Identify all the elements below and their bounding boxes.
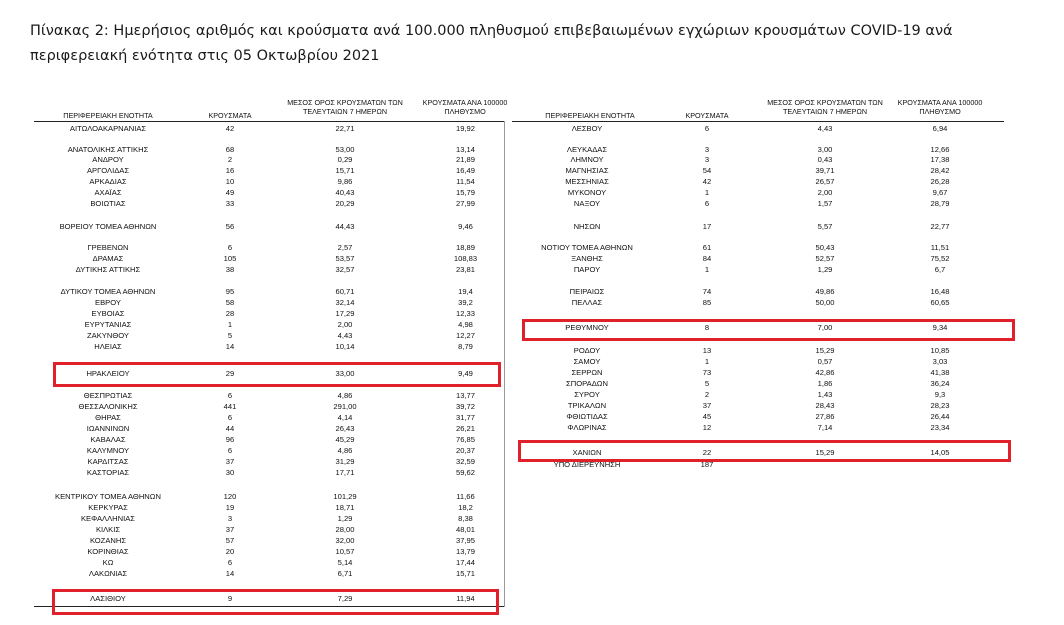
right-cell-avg: 28,43 — [815, 401, 835, 410]
right-cell-cases: 37 — [702, 401, 712, 410]
left-cell-name: ΚΕΦΑΛΛΗΝΙΑΣ — [80, 514, 136, 523]
right-cell-avg: 42,86 — [815, 368, 835, 377]
right-cell-per: 23,34 — [930, 423, 950, 432]
right-cell-per: 22,77 — [930, 222, 950, 231]
left-cell-avg: 10,57 — [335, 547, 355, 556]
left-cell-cases: 2 — [227, 155, 233, 164]
highlight-box-rethymno — [522, 319, 1015, 341]
left-cell-name: ΓΡΕΒΕΝΩΝ — [87, 243, 129, 252]
right-cell-avg: 7,14 — [817, 423, 833, 432]
left-cell-name: ΚΑΡΔΙΤΣΑΣ — [87, 457, 129, 466]
left-cell-name: ΘΕΣΠΡΩΤΙΑΣ — [83, 391, 133, 400]
right-cell-name: ΜΑΓΝΗΣΙΑΣ — [565, 166, 609, 175]
left-cell-name: ΑΡΓΟΛΙΔΑΣ — [86, 166, 130, 175]
right-cell-name: ΠΑΡΟΥ — [573, 265, 601, 274]
left-cell-avg: 32,14 — [335, 298, 355, 307]
right-cell-per: 26,44 — [930, 412, 950, 421]
left-cell-cases: 14 — [225, 342, 235, 351]
left-header-per100k: ΚΡΟΥΣΜΑΤΑ ΑΝΑ 100000 ΠΛΗΘΥΣΜΟ — [422, 98, 508, 116]
left-cell-cases: 5 — [227, 331, 233, 340]
left-cell-per: 13,77 — [455, 391, 475, 400]
left-cell-avg: 4,86 — [337, 391, 353, 400]
left-cell-avg: 45,29 — [335, 435, 355, 444]
left-cell-per: 39,2 — [458, 298, 473, 307]
left-cell-avg: 7,29 — [337, 594, 353, 603]
left-cell-cases: 14 — [225, 569, 235, 578]
left-cell-cases: 95 — [225, 287, 235, 296]
left-cell-per: 37,95 — [455, 536, 475, 545]
left-cell-avg: 17,29 — [335, 309, 355, 318]
right-cell-per: 75,52 — [930, 254, 950, 263]
right-cell-per: 60,65 — [930, 298, 950, 307]
right-cell-per: 14,05 — [930, 448, 950, 457]
left-cell-per: 17,44 — [455, 558, 475, 567]
right-cell-name: ΜΥΚΟΝΟΥ — [567, 188, 607, 197]
right-cell-name: ΥΠΟ ΔΙΕΡΕΥΝΗΣΗ — [553, 460, 621, 469]
left-cell-cases: 28 — [225, 309, 235, 318]
right-cell-name: ΣΑΜΟΥ — [573, 357, 601, 366]
left-cell-per: 12,27 — [455, 331, 475, 340]
left-cell-name: ΚΙΛΚΙΣ — [95, 525, 121, 534]
left-cell-cases: 9 — [227, 594, 233, 603]
highlight-box-chania — [518, 440, 1011, 462]
left-cell-cases: 105 — [223, 254, 237, 263]
left-cell-per: 16,49 — [455, 166, 475, 175]
right-cell-avg: 27,86 — [815, 412, 835, 421]
left-cell-avg: 28,00 — [335, 525, 355, 534]
left-cell-name: ΔΡΑΜΑΣ — [92, 254, 124, 263]
left-cell-cases: 58 — [225, 298, 235, 307]
left-cell-avg: 9,86 — [337, 177, 353, 186]
left-cell-avg: 20,29 — [335, 199, 355, 208]
right-cell-avg: 0,43 — [817, 155, 833, 164]
right-cell-cases: 73 — [702, 368, 712, 377]
left-cell-cases: 56 — [225, 222, 235, 231]
left-cell-avg: 40,43 — [335, 188, 355, 197]
right-cell-per: 41,38 — [930, 368, 950, 377]
left-cell-name: ΒΟΙΩΤΙΑΣ — [90, 199, 126, 208]
left-cell-name: ΘΗΡΑΣ — [95, 413, 121, 422]
left-cell-per: 15,79 — [455, 188, 475, 197]
left-cell-cases: 42 — [225, 124, 235, 133]
left-cell-per: 108,83 — [453, 254, 478, 263]
left-cell-avg: 0,29 — [337, 155, 353, 164]
right-cell-per: 9,34 — [932, 323, 948, 332]
left-cell-avg: 10,14 — [335, 342, 355, 351]
right-cell-name: ΜΕΣΣΗΝΙΑΣ — [565, 177, 609, 186]
right-cell-per: 17,38 — [930, 155, 950, 164]
left-cell-cases: 441 — [223, 402, 237, 411]
left-header-unit: ΠΕΡΙΦΕΡΕΙΑΚΗ ΕΝΟΤΗΤΑ — [63, 111, 153, 120]
left-cell-avg: 26,43 — [335, 424, 355, 433]
right-cell-name: ΤΡΙΚΑΛΩΝ — [567, 401, 607, 410]
left-cell-cases: 16 — [225, 166, 235, 175]
right-cell-avg: 26,57 — [815, 177, 835, 186]
right-cell-name: ΦΘΙΩΤΙΔΑΣ — [566, 412, 608, 421]
left-cell-cases: 37 — [225, 525, 235, 534]
right-cell-cases: 13 — [702, 346, 712, 355]
right-cell-avg: 50,00 — [815, 298, 835, 307]
left-cell-avg: 4,43 — [337, 331, 353, 340]
highlight-box-lasithi — [52, 589, 499, 615]
right-cell-avg: 5,57 — [817, 222, 833, 231]
left-cell-name: ΑΡΚΑΔΙΑΣ — [89, 177, 127, 186]
left-cell-cases: 30 — [225, 468, 235, 477]
left-cell-avg: 18,71 — [335, 503, 355, 512]
left-cell-per: 20,37 — [455, 446, 475, 455]
right-cell-avg: 15,29 — [815, 448, 835, 457]
left-cell-name: ΚΟΡΙΝΘΙΑΣ — [87, 547, 129, 556]
left-cell-name: ΚΑΒΑΛΑΣ — [90, 435, 126, 444]
left-cell-per: 48,01 — [455, 525, 475, 534]
left-cell-name: ΛΑΚΩΝΙΑΣ — [88, 569, 128, 578]
right-cell-name: ΞΑΝΘΗΣ — [571, 254, 603, 263]
left-cell-name: ΚΑΣΤΟΡΙΑΣ — [86, 468, 130, 477]
left-cell-per: 23,81 — [455, 265, 475, 274]
left-cell-per: 18,89 — [455, 243, 475, 252]
right-cell-cases: 3 — [704, 145, 710, 154]
right-cell-cases: 5 — [704, 379, 710, 388]
right-header-unit: ΠΕΡΙΦΕΡΕΙΑΚΗ ΕΝΟΤΗΤΑ — [545, 111, 635, 120]
left-cell-name: ΚΟΖΑΝΗΣ — [89, 536, 127, 545]
right-cell-avg: 3,00 — [817, 145, 833, 154]
left-cell-name: ΕΒΡΟΥ — [95, 298, 121, 307]
left-cell-cases: 33 — [225, 199, 235, 208]
left-cell-name: ΑΧΑΪΑΣ — [94, 188, 122, 197]
right-cell-cases: 1 — [704, 265, 710, 274]
left-cell-per: 8,79 — [458, 342, 473, 351]
right-cell-cases: 2 — [704, 390, 710, 399]
left-cell-per: 9,46 — [458, 222, 473, 231]
right-cell-cases: 84 — [702, 254, 712, 263]
left-cell-cases: 19 — [225, 503, 235, 512]
right-cell-avg: 4,43 — [817, 124, 833, 133]
right-cell-per: 36,24 — [930, 379, 950, 388]
left-cell-name: ΘΕΣΣΑΛΟΝΙΚΗΣ — [78, 402, 138, 411]
left-cell-per: 13,14 — [455, 145, 475, 154]
left-cell-avg: 32,57 — [335, 265, 355, 274]
left-cell-avg: 33,00 — [335, 369, 355, 378]
right-cell-name: ΛΗΜΝΟΥ — [570, 155, 604, 164]
right-cell-name: ΣΕΡΡΩΝ — [571, 368, 603, 377]
left-cell-avg: 1,29 — [337, 514, 353, 523]
left-cell-cases: 57 — [225, 536, 235, 545]
right-cell-cases: 54 — [702, 166, 712, 175]
left-cell-avg: 2,57 — [337, 243, 353, 252]
right-cell-avg: 52,57 — [815, 254, 835, 263]
left-cell-name: ΖΑΚΥΝΘΟΥ — [87, 331, 129, 340]
left-cell-name: ΚΕΡΚΥΡΑΣ — [88, 503, 128, 512]
right-cell-cases: 6 — [704, 124, 710, 133]
right-cell-avg: 39,71 — [815, 166, 835, 175]
left-cell-cases: 3 — [227, 514, 233, 523]
left-cell-avg: 31,29 — [335, 457, 355, 466]
left-cell-cases: 6 — [227, 243, 233, 252]
left-cell-per: 26,21 — [455, 424, 475, 433]
right-cell-per: 6,94 — [932, 124, 948, 133]
left-cell-per: 32,59 — [455, 457, 475, 466]
right-cell-cases: 74 — [702, 287, 712, 296]
left-cell-cases: 120 — [223, 492, 237, 501]
right-cell-cases: 12 — [702, 423, 712, 432]
left-cell-name: ΑΙΤΩΛΟΑΚΑΡΝΑΝΙΑΣ — [69, 124, 147, 133]
left-cell-name: ΚΑΛΥΜΝΟΥ — [86, 446, 130, 455]
left-cell-name: ΕΥΒΟΙΑΣ — [91, 309, 125, 318]
right-cell-name: ΝΑΞΟΥ — [573, 199, 601, 208]
right-cell-per: 3,03 — [932, 357, 948, 366]
right-cell-per: 9,67 — [932, 188, 948, 197]
right-cell-name: ΡΕΘΥΜΝΟΥ — [565, 323, 609, 332]
left-cell-avg: 32,00 — [335, 536, 355, 545]
left-cell-cases: 6 — [227, 413, 233, 422]
right-cell-per: 11,51 — [930, 243, 950, 252]
right-cell-cases: 6 — [704, 199, 710, 208]
right-cell-cases: 1 — [704, 357, 710, 366]
left-cell-avg: 291,00 — [333, 402, 357, 411]
left-cell-cases: 37 — [225, 457, 235, 466]
left-cell-avg: 4,86 — [337, 446, 353, 455]
right-cell-per: 28,42 — [930, 166, 950, 175]
right-cell-avg: 15,29 — [815, 346, 835, 355]
left-cell-avg: 60,71 — [335, 287, 355, 296]
right-cell-name: ΣΥΡΟΥ — [574, 390, 600, 399]
left-cell-per: 11,66 — [456, 492, 475, 501]
left-cell-cases: 6 — [227, 558, 233, 567]
right-cell-name: ΡΟΔΟΥ — [573, 346, 601, 355]
left-cell-cases: 96 — [225, 435, 235, 444]
left-cell-per: 31,77 — [455, 413, 475, 422]
right-cell-per: 16,48 — [930, 287, 950, 296]
right-cell-avg: 1,29 — [817, 265, 833, 274]
left-cell-name: ΔΥΤΙΚΗΣ ΑΤΤΙΚΗΣ — [75, 265, 141, 274]
right-cell-cases: 42 — [702, 177, 712, 186]
left-cell-avg: 44,43 — [335, 222, 355, 231]
right-cell-cases: 8 — [704, 323, 710, 332]
left-cell-cases: 38 — [225, 265, 235, 274]
left-cell-avg: 101,29 — [333, 492, 357, 501]
left-cell-avg: 6,71 — [337, 569, 353, 578]
left-cell-avg: 53,57 — [335, 254, 355, 263]
left-cell-name: ΙΩΑΝΝΙΝΩΝ — [86, 424, 130, 433]
right-cell-name: ΠΕΛΛΑΣ — [571, 298, 603, 307]
right-header-cases: ΚΡΟΥΣΜΑΤΑ — [685, 111, 729, 120]
right-cell-avg: 50,43 — [815, 243, 835, 252]
left-cell-per: 59,62 — [455, 468, 475, 477]
left-cell-per: 27,99 — [455, 199, 475, 208]
left-cell-cases: 49 — [225, 188, 235, 197]
left-cell-per: 39,72 — [455, 402, 475, 411]
right-cell-avg: 1,43 — [817, 390, 833, 399]
left-cell-name: ΑΝΔΡΟΥ — [92, 155, 124, 164]
right-cell-cases: 3 — [704, 155, 710, 164]
right-cell-cases: 187 — [700, 460, 714, 469]
right-cell-per: 12,66 — [930, 145, 950, 154]
left-cell-per: 11,94 — [456, 594, 475, 603]
left-cell-per: 19,4 — [458, 287, 473, 296]
left-cell-cases: 20 — [225, 547, 235, 556]
left-cell-cases: 29 — [225, 369, 235, 378]
right-cell-name: ΛΕΥΚΑΔΑΣ — [566, 145, 608, 154]
left-cell-per: 21,89 — [455, 155, 475, 164]
left-cell-per: 18,2 — [458, 503, 473, 512]
right-header-avg: ΜΕΣΟΣ ΟΡΟΣ ΚΡΟΥΣΜΑΤΩΝ ΤΩΝ ΤΕΛΕΥΤΑΙΩΝ 7 ΗΜΕΡΩΝ — [767, 98, 883, 116]
right-cell-cases: 17 — [702, 222, 712, 231]
right-cell-cases: 61 — [702, 243, 712, 252]
left-cell-per: 15,71 — [455, 569, 475, 578]
left-cell-per: 8,38 — [458, 514, 473, 523]
right-cell-cases: 85 — [702, 298, 712, 307]
left-cell-name: ΗΛΕΙΑΣ — [94, 342, 122, 351]
right-cell-avg: 1,57 — [817, 199, 833, 208]
left-cell-name: ΚΕΝΤΡΙΚΟΥ ΤΟΜΕΑ ΑΘΗΝΩΝ — [55, 492, 161, 501]
left-cell-name: ΑΝΑΤΟΛΙΚΗΣ ΑΤΤΙΚΗΣ — [67, 145, 149, 154]
left-cell-cases: 10 — [225, 177, 235, 186]
right-cell-per: 6,7 — [934, 265, 946, 274]
left-cell-cases: 68 — [225, 145, 235, 154]
right-cell-cases: 45 — [702, 412, 712, 421]
left-cell-per: 13,79 — [455, 547, 475, 556]
right-cell-avg: 7,00 — [817, 323, 833, 332]
right-cell-cases: 22 — [702, 448, 712, 457]
left-cell-avg: 15,71 — [335, 166, 355, 175]
left-cell-name: ΛΑΣΙΘΙΟΥ — [90, 594, 126, 603]
right-cell-name: ΧΑΝΙΩΝ — [572, 448, 602, 457]
table-caption: Πίνακας 2: Ημερήσιος αριθμός και κρούσματα ανά 100.000 πληθυσμού επιβεβαιωμένων εγχώριων κρουσμάτων COVID-19 ανά περιφερειακή ενότητα στις 05 Οκτωβρίου 2021 — [30, 23, 953, 64]
left-cell-name: ΒΟΡΕΙΟΥ ΤΟΜΕΑ ΑΘΗΝΩΝ — [59, 222, 157, 231]
right-header-rule — [512, 121, 1004, 122]
highlight-box-herakleio — [53, 362, 501, 387]
left-cell-name: ΗΡΑΚΛΕΙΟΥ — [86, 369, 130, 378]
left-cell-per: 76,85 — [455, 435, 475, 444]
left-cell-cases: 6 — [227, 391, 233, 400]
right-cell-per: 9,3 — [934, 390, 946, 399]
left-cell-cases: 44 — [225, 424, 235, 433]
right-cell-cases: 1 — [704, 188, 710, 197]
left-cell-avg: 4,14 — [337, 413, 353, 422]
left-cell-avg: 2,00 — [337, 320, 353, 329]
right-header-per100k: ΚΡΟΥΣΜΑΤΑ ΑΝΑ 100000 ΠΛΗΘΥΣΜΟ — [897, 98, 983, 116]
right-cell-avg: 1,86 — [817, 379, 833, 388]
left-cell-avg: 22,71 — [335, 124, 355, 133]
left-cell-avg: 17,71 — [335, 468, 355, 477]
left-header-cases: ΚΡΟΥΣΜΑΤΑ — [208, 111, 252, 120]
left-cell-avg: 53,00 — [335, 145, 355, 154]
left-cell-per: 9,49 — [458, 369, 473, 378]
left-cell-per: 12,33 — [455, 309, 475, 318]
left-cell-cases: 1 — [227, 320, 233, 329]
right-cell-per: 26,28 — [930, 177, 950, 186]
right-cell-name: ΦΛΩΡΙΝΑΣ — [567, 423, 607, 432]
right-cell-avg: 0,57 — [817, 357, 833, 366]
right-cell-per: 28,79 — [930, 199, 950, 208]
right-cell-name: ΝΗΣΩΝ — [573, 222, 601, 231]
left-cell-name: ΕΥΡΥΤΑΝΙΑΣ — [84, 320, 132, 329]
left-cell-avg: 5,14 — [337, 558, 353, 567]
right-cell-avg: 49,86 — [815, 287, 835, 296]
left-cell-per: 4,98 — [458, 320, 473, 329]
right-cell-per: 28,23 — [930, 401, 950, 410]
left-cell-name: ΔΥΤΙΚΟΥ ΤΟΜΕΑ ΑΘΗΝΩΝ — [60, 287, 156, 296]
left-header-avg: ΜΕΣΟΣ ΟΡΟΣ ΚΡΟΥΣΜΑΤΩΝ ΤΩΝ ΤΕΛΕΥΤΑΙΩΝ 7 ΗΜΕΡΩΝ — [287, 98, 403, 116]
left-cell-cases: 6 — [227, 446, 233, 455]
left-cell-per: 11,54 — [456, 177, 475, 186]
right-cell-per: 10,85 — [930, 346, 950, 355]
right-cell-name: ΛΕΣΒΟΥ — [571, 124, 603, 133]
right-cell-name: ΝΟΤΙΟΥ ΤΟΜΕΑ ΑΘΗΝΩΝ — [541, 243, 633, 252]
right-cell-name: ΣΠΟΡΑΔΩΝ — [566, 379, 608, 388]
left-cell-per: 19,92 — [455, 124, 475, 133]
left-cell-name: ΚΩ — [102, 558, 114, 567]
right-cell-avg: 2,00 — [817, 188, 833, 197]
right-cell-name: ΠΕΙΡΑΙΩΣ — [569, 287, 605, 296]
left-header-rule — [34, 121, 504, 122]
